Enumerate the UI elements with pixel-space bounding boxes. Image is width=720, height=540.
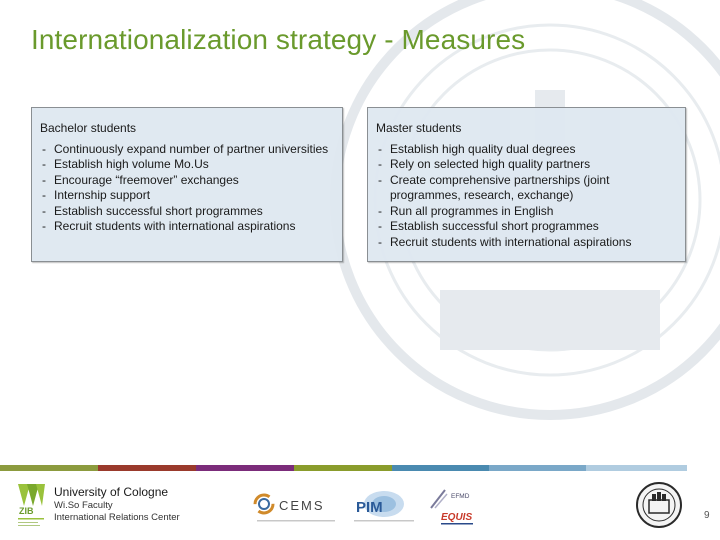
bachelor-heading: Bachelor students: [40, 121, 137, 135]
master-box: [367, 107, 686, 262]
list-item: - Establish high volume Mo.Us: [40, 157, 334, 173]
list-item: - Rely on selected high quality partners: [376, 157, 677, 173]
bachelor-list: [40, 142, 334, 235]
university-name: University of Cologne: [54, 485, 169, 499]
cems-logo: [253, 488, 339, 528]
pim-logo-text: PIM: [356, 499, 383, 516]
zib-logo: [16, 480, 46, 530]
list-item: - Establish successful short programmes: [40, 204, 334, 220]
master-heading: Master students: [376, 121, 462, 135]
list-item: - Recruit students with international aspirations: [376, 235, 677, 251]
page-number: 9: [704, 510, 710, 521]
list-item: - Recruit students with international aspirations: [40, 219, 334, 235]
university-seal-icon: [636, 482, 682, 528]
efmd-logo-text: EFMD: [451, 493, 470, 500]
list-item: - Create comprehensive partnerships (joint programmes, research, exchange): [376, 173, 677, 204]
equis-logo-text: EQUIS: [441, 512, 473, 523]
equis-logo: [427, 486, 475, 528]
list-item: - Establish high quality dual degrees: [376, 142, 677, 158]
cems-logo-text: CEMS: [279, 498, 325, 513]
list-item: - Establish successful short programmes: [376, 219, 677, 235]
zib-logo-text: ZIB: [19, 506, 34, 516]
bachelor-box: [31, 107, 343, 262]
list-item: - Run all programmes in English: [376, 204, 677, 220]
pim-logo: [348, 488, 420, 528]
list-item: - Encourage “freemover” exchanges: [40, 173, 334, 189]
page-title: Internationalization strategy - Measures: [31, 24, 526, 55]
faculty-name: Wi.So Faculty: [54, 500, 113, 511]
list-item: - Internship support: [40, 188, 334, 204]
footer-color-stripe: [0, 465, 687, 471]
center-name: International Relations Center: [54, 512, 180, 523]
list-item: - Continuously expand number of partner universities: [40, 142, 334, 158]
master-list: [376, 142, 677, 251]
